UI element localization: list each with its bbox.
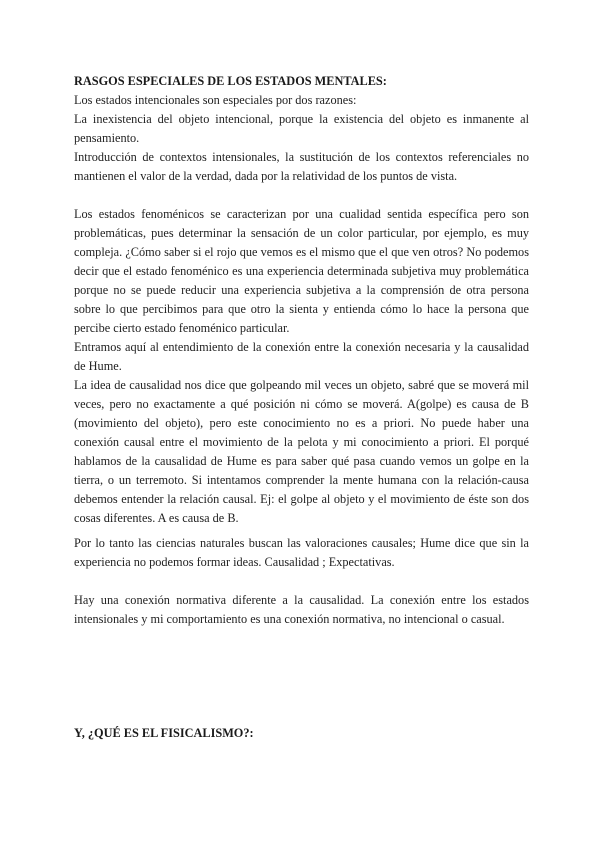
section-natural-sciences <box>74 534 529 572</box>
paragraph-reason-1: La inexistencia del objeto intencional, porque la existencia del objeto es inmanente al pensamiento. <box>74 112 529 145</box>
paragraph-normative: Hay una conexión normativa diferente a la causalidad. La conexión entre los estados intensionales y mi comportamiento es una conexión normativa, no intencional o casual. <box>74 593 529 626</box>
paragraph-reason-2: Introducción de contextos intensionales, la sustitución de los contextos referenciales no mantienen el valor de la verdad, dada por la relatividad de los puntos de vista. <box>74 150 529 183</box>
section-phenomenal-states <box>74 205 529 528</box>
section-heading-mental-states: RASGOS ESPECIALES DE LOS ESTADOS MENTALES: <box>74 74 387 88</box>
paragraph-hume-intro: Entramos aquí al entendimiento de la conexión entre la conexión necesaria y la causalidad de Hume. <box>74 340 529 373</box>
paragraph-intro: Los estados intencionales son especiales por dos razones: <box>74 93 357 107</box>
section-heading-physicalism: Y, ¿QUÉ ES EL FISICALISMO?: <box>74 726 254 740</box>
paragraph-sciences: Por lo tanto las ciencias naturales buscan las valoraciones causales; Hume dice que sin la experiencia no podemos formar ideas. Causalidad ; Expectativas. <box>74 536 529 569</box>
section-intentional-states <box>74 91 529 186</box>
paragraph-causality: La idea de causalidad nos dice que golpeando mil veces un objeto, sabré que se moverá mil veces, pero no exactamente a qué posición ni cómo se moverá. A(golpe) es causa de B (movimiento del objeto), pero este conocimiento no es a priori. No puede haber una conexión causal entre el movimiento de la pelota y mi conocimiento a priori. El porqué hablamos de la causalidad de Hume es para saber qué pasa cuando vemos un golpe en la tierra, o un terremoto. Si intentamos comprender la mente humana con la relación-causa debemos entender la relación causal. Ej: el golpe al objeto y el movimiento de éste son dos cosas diferentes. A es causa de B. <box>74 378 529 525</box>
section-normative-connection <box>74 591 529 629</box>
paragraph-phenomenal: Los estados fenoménicos se caracterizan por una cualidad sentida específica pero son problemáticas, pues determinar la sensación de un color particular, por ejemplo, es muy compleja. ¿Cómo saber si el rojo que vemos es el mismo que el que ven otros? No podemos decir que el estado fenoménico es una experiencia determinada subjetiva muy problemática porque no se puede reducir una experiencia subjetiva a la comprensión de otra persona sobre lo que percibimos para que otro la sienta y entienda cómo lo hace la persona que percibe cierto estado fenoménico particular. <box>74 207 529 335</box>
